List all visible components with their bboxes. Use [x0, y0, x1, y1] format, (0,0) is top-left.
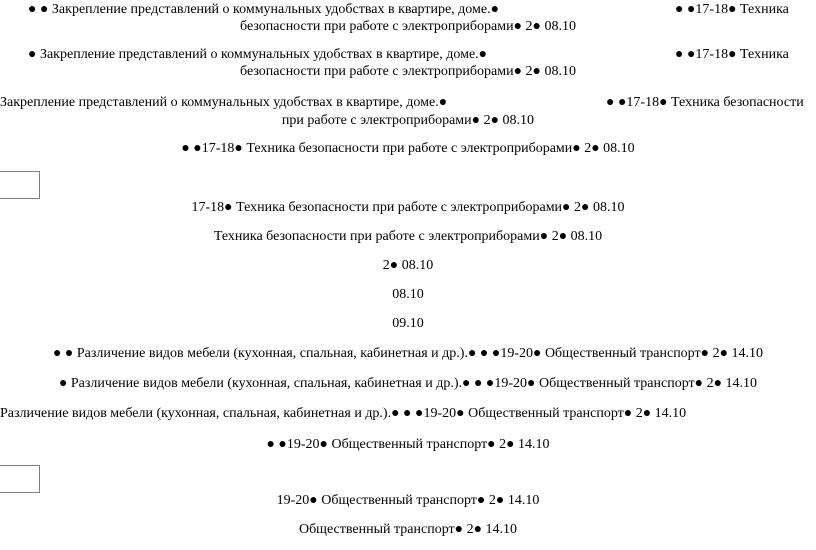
row-13-text: ● ●19-20● Общественный транспорт● 2● 14.10 — [266, 437, 550, 452]
row-8-text: 08.10 — [392, 287, 424, 302]
row-7-text: 2● 08.10 — [382, 258, 434, 273]
empty-box — [0, 465, 40, 493]
row-3-left-text: Закрепление представлений о коммунальных удобствах в квартире, доме.● — [0, 95, 448, 110]
row-4-text: ● ●17-18● Техника безопасности при работе с электроприборами● 2● 08.10 — [181, 141, 635, 156]
row-2-right-text: ● ●17-18● Техника — [675, 47, 789, 62]
row-11-text: ● Различение видов мебели (кухонная, спальная, кабинетная и др.).● ● ●19-20● Общественный транспорт● 2● 14.10 — [58, 376, 758, 391]
row-2-continuation: безопасности при работе с электроприборами● 2● 08.10 — [240, 64, 576, 79]
row-1-left-text: ● ● Закрепление представлений о коммунальных удобствах в квартире, доме.● — [28, 2, 500, 17]
row-3-continuation: при работе с электроприборами● 2● 08.10 — [281, 113, 535, 128]
row-10-text: ● ● Различение видов мебели (кухонная, спальная, кабинетная и др.).● ● ●19-20● Общественный транспорт● 2● 14.10 — [52, 346, 764, 361]
empty-box — [0, 171, 40, 199]
row-12-text: Различение видов мебели (кухонная, спальная, кабинетная и др.).● ● ●19-20● Общественный транспорт● 2● 14.10 — [0, 406, 687, 421]
row-14-text: 19-20● Общественный транспорт● 2● 14.10 — [276, 493, 540, 508]
row-6-text: Техника безопасности при работе с электроприборами● 2● 08.10 — [213, 229, 603, 244]
row-1-continuation: безопасности при работе с электроприборами● 2● 08.10 — [240, 19, 576, 34]
row-5-text: 17-18● Техника безопасности при работе с электроприборами● 2● 08.10 — [191, 200, 625, 215]
row-9-text: 09.10 — [392, 316, 424, 331]
row-2-left-text: ● Закрепление представлений о коммунальных удобствах в квартире, доме.● — [28, 47, 488, 62]
row-1-right-text: ● ●17-18● Техника — [675, 2, 789, 17]
row-15-text: Общественный транспорт● 2● 14.10 — [298, 522, 518, 537]
row-3-right-text: ● ●17-18● Техника безопасности — [606, 95, 804, 110]
